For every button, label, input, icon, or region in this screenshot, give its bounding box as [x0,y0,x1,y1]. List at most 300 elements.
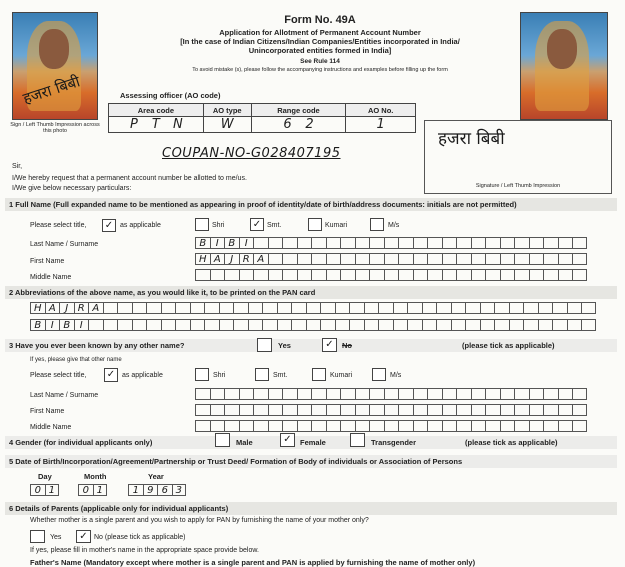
char-cell[interactable] [277,319,292,331]
char-cell[interactable] [509,302,524,314]
char-cell[interactable] [558,420,573,432]
char-cell[interactable] [282,237,297,249]
last-name-field[interactable] [195,237,587,249]
char-cell[interactable] [514,253,529,265]
char-cell[interactable] [146,319,161,331]
char-cell[interactable] [239,404,254,416]
char-cell[interactable]: 1 [128,484,143,496]
char-cell[interactable] [268,404,283,416]
ao-header-range: Range code [251,104,346,117]
char-cell[interactable] [500,253,515,265]
char-cell[interactable] [335,319,350,331]
char-cell[interactable] [456,237,471,249]
char-cell[interactable] [543,404,558,416]
char-cell[interactable] [572,420,587,432]
char-cell[interactable]: 1 [45,484,60,496]
char-cell[interactable] [442,269,457,281]
char-cell[interactable] [224,404,239,416]
char-cell[interactable] [471,237,486,249]
char-cell[interactable] [161,319,176,331]
char-cell[interactable] [384,420,399,432]
char-cell[interactable] [500,404,515,416]
char-cell[interactable] [398,404,413,416]
char-cell[interactable] [175,319,190,331]
char-cell[interactable] [384,269,399,281]
char-cell[interactable]: H [30,302,45,314]
char-cell[interactable] [355,269,370,281]
char-cell[interactable] [117,302,132,314]
gender-transgender-label: Transgender [371,438,417,447]
char-cell[interactable] [471,420,486,432]
char-cell[interactable] [494,302,509,314]
char-cell[interactable] [210,404,225,416]
char-cell[interactable] [248,319,263,331]
char-cell[interactable] [413,253,428,265]
other-name-no-checkbox[interactable]: ✓ [322,338,337,352]
char-cell[interactable] [190,319,205,331]
title-check-box-2[interactable]: ✓ [104,368,118,382]
char-cell[interactable] [558,388,573,400]
signature-caption: Signature / Left Thumb Impression [475,183,561,189]
char-cell[interactable] [393,302,408,314]
char-cell[interactable] [509,319,524,331]
section5-title: 5 Date of Birth/Incorporation/Agreement/Partnership or Trust Deed/ Formation of Body of individuals or Association of Persons [5,455,617,468]
char-cell[interactable]: J [224,253,239,265]
char-cell[interactable]: B [195,237,210,249]
char-cell[interactable] [355,237,370,249]
char-cell[interactable] [195,269,210,281]
char-cell[interactable]: 0 [78,484,93,496]
char-cell[interactable] [442,237,457,249]
dob-day-field[interactable] [30,484,59,496]
title-kumari-label: Kumari [325,222,348,229]
char-cell[interactable] [311,269,326,281]
char-cell[interactable] [340,269,355,281]
title2-smt-checkbox[interactable] [255,368,269,381]
title2-ms-checkbox[interactable] [372,368,386,381]
char-cell[interactable] [190,302,205,314]
char-cell[interactable] [349,302,364,314]
char-cell[interactable] [340,404,355,416]
char-cell[interactable]: B [30,319,45,331]
char-cell[interactable] [224,388,239,400]
char-cell[interactable] [442,388,457,400]
char-cell[interactable] [456,269,471,281]
char-cell[interactable] [427,253,442,265]
char-cell[interactable] [268,269,283,281]
char-cell[interactable] [369,269,384,281]
char-cell[interactable] [451,319,466,331]
char-cell[interactable] [543,420,558,432]
char-cell[interactable] [340,237,355,249]
right-applicant-photo [520,12,608,120]
form-title-line2: [In the case of Indian Citizens/Indian Companies/Entities incorporated in India/ [180,37,460,46]
ao-no-char[interactable]: 1 [376,117,385,132]
char-cell[interactable] [465,302,480,314]
char-cell[interactable] [204,302,219,314]
char-cell[interactable] [393,319,408,331]
char-cell[interactable] [500,420,515,432]
char-cell[interactable]: R [74,302,89,314]
char-cell[interactable] [451,302,466,314]
char-cell[interactable] [349,319,364,331]
char-cell[interactable] [248,302,263,314]
char-cell[interactable] [552,319,567,331]
char-cell[interactable] [369,237,384,249]
char-cell[interactable] [103,319,118,331]
gender-transgender-checkbox[interactable] [350,433,365,447]
char-cell[interactable]: I [210,237,225,249]
char-cell[interactable]: B [59,319,74,331]
char-cell[interactable] [384,253,399,265]
char-cell[interactable] [413,420,428,432]
char-cell[interactable] [543,388,558,400]
char-cell[interactable]: A [45,302,60,314]
other-name-note: (please tick as applicable) [462,341,555,350]
char-cell[interactable] [442,253,457,265]
char-cell[interactable] [456,388,471,400]
char-cell[interactable] [175,302,190,314]
char-cell[interactable] [253,420,268,432]
gender-female-checkbox[interactable]: ✓ [280,433,295,447]
char-cell[interactable] [500,269,515,281]
char-cell[interactable] [422,319,437,331]
char-cell[interactable] [384,388,399,400]
char-cell[interactable] [268,253,283,265]
char-cell[interactable] [320,319,335,331]
char-cell[interactable] [398,253,413,265]
char-cell[interactable] [442,420,457,432]
char-cell[interactable] [103,302,118,314]
title-kumari-checkbox[interactable] [308,218,322,231]
char-cell[interactable] [326,269,341,281]
char-cell[interactable] [369,420,384,432]
char-cell[interactable]: 3 [172,484,187,496]
char-cell[interactable] [398,269,413,281]
char-cell[interactable] [514,269,529,281]
char-cell[interactable] [369,253,384,265]
char-cell[interactable] [471,253,486,265]
title-ms-checkbox[interactable] [370,218,384,231]
single-parent-no-label: No (please tick as applicable) [94,534,186,541]
char-cell[interactable] [427,420,442,432]
char-cell[interactable] [326,253,341,265]
single-parent-yes-label: Yes [50,534,62,541]
char-cell[interactable] [306,302,321,314]
coupon-number: COUPAN-NO-G028407195 [162,146,341,161]
char-cell[interactable] [253,388,268,400]
char-cell[interactable] [239,269,254,281]
char-cell[interactable]: A [253,253,268,265]
char-cell[interactable] [268,388,283,400]
char-cell[interactable] [355,388,370,400]
char-cell[interactable] [485,404,500,416]
title-shri-checkbox[interactable] [195,218,209,231]
char-cell[interactable] [297,253,312,265]
char-cell[interactable] [529,420,544,432]
char-cell[interactable] [378,302,393,314]
char-cell[interactable] [268,237,283,249]
char-cell[interactable] [427,404,442,416]
char-cell[interactable] [485,269,500,281]
char-cell[interactable] [326,420,341,432]
char-cell[interactable] [529,388,544,400]
char-cell[interactable]: H [195,253,210,265]
char-cell[interactable] [427,269,442,281]
char-cell[interactable] [456,420,471,432]
char-cell[interactable] [538,319,553,331]
char-cell[interactable] [407,319,422,331]
area-code-char[interactable]: P [129,117,138,132]
char-cell[interactable] [311,237,326,249]
char-cell[interactable] [355,404,370,416]
char-cell[interactable] [485,420,500,432]
char-cell[interactable]: B [224,237,239,249]
char-cell[interactable] [161,302,176,314]
title2-shri-checkbox[interactable] [195,368,209,381]
char-cell[interactable] [291,319,306,331]
char-cell[interactable] [320,302,335,314]
char-cell[interactable] [326,237,341,249]
char-cell[interactable]: A [88,302,103,314]
char-cell[interactable] [436,319,451,331]
char-cell[interactable] [253,404,268,416]
char-cell[interactable] [471,269,486,281]
single-parent-yes-checkbox[interactable] [30,530,45,543]
char-cell[interactable] [471,388,486,400]
char-cell[interactable] [543,269,558,281]
char-cell[interactable] [204,319,219,331]
char-cell[interactable] [282,420,297,432]
abbreviation-line1[interactable] [30,302,596,314]
area-code-char[interactable]: T [151,117,160,132]
char-cell[interactable] [224,420,239,432]
char-cell[interactable]: I [74,319,89,331]
char-cell[interactable] [581,302,596,314]
char-cell[interactable] [422,302,437,314]
other-last-name-field[interactable] [195,388,587,400]
char-cell[interactable] [364,302,379,314]
single-parent-no-checkbox[interactable]: ✓ [76,530,91,543]
char-cell[interactable] [523,302,538,314]
char-cell[interactable] [581,319,596,331]
title-smt-checkbox[interactable]: ✓ [250,218,264,231]
char-cell[interactable] [239,388,254,400]
char-cell[interactable] [282,269,297,281]
char-cell[interactable]: R [239,253,254,265]
char-cell[interactable] [233,319,248,331]
dob-month-field[interactable] [78,484,107,496]
char-cell[interactable] [480,302,495,314]
char-cell[interactable] [543,237,558,249]
char-cell[interactable] [335,302,350,314]
char-cell[interactable] [253,237,268,249]
section6-title: 6 Details of Parents (applicable only for individual applicants) [5,502,617,515]
char-cell[interactable] [88,319,103,331]
middle-name-field[interactable] [195,269,587,281]
char-cell[interactable] [538,302,553,314]
char-cell[interactable] [311,420,326,432]
char-cell[interactable]: I [239,237,254,249]
char-cell[interactable] [413,404,428,416]
char-cell[interactable] [384,404,399,416]
char-cell[interactable] [572,237,587,249]
char-cell[interactable] [398,420,413,432]
abbreviation-line2[interactable] [30,319,596,331]
char-cell[interactable] [514,388,529,400]
char-cell[interactable] [355,253,370,265]
char-cell[interactable] [456,253,471,265]
title-check-box[interactable]: ✓ [102,219,116,232]
char-cell[interactable] [427,388,442,400]
title2-kumari-checkbox[interactable] [312,368,326,381]
char-cell[interactable] [523,319,538,331]
char-cell[interactable] [297,420,312,432]
char-cell[interactable] [398,388,413,400]
char-cell[interactable] [456,404,471,416]
char-cell[interactable] [500,388,515,400]
char-cell[interactable] [311,388,326,400]
char-cell[interactable]: 1 [93,484,108,496]
char-cell[interactable] [485,388,500,400]
char-cell[interactable] [529,237,544,249]
char-cell[interactable] [291,302,306,314]
char-cell[interactable] [282,253,297,265]
char-cell[interactable] [485,253,500,265]
char-cell[interactable] [277,302,292,314]
char-cell[interactable] [436,302,451,314]
char-cell[interactable] [572,269,587,281]
char-cell[interactable] [210,269,225,281]
char-cell[interactable] [378,319,393,331]
char-cell[interactable] [195,388,210,400]
char-cell[interactable]: J [59,302,74,314]
char-cell[interactable] [543,253,558,265]
char-cell[interactable] [326,388,341,400]
char-cell[interactable]: I [45,319,60,331]
char-cell[interactable] [480,319,495,331]
char-cell[interactable] [413,237,428,249]
char-cell[interactable] [558,404,573,416]
char-cell[interactable] [558,269,573,281]
char-cell[interactable] [340,388,355,400]
char-cell[interactable] [572,253,587,265]
char-cell[interactable] [398,237,413,249]
char-cell[interactable] [465,319,480,331]
char-cell[interactable] [567,319,582,331]
char-cell[interactable] [311,404,326,416]
title-smt-label: Smt. [267,222,282,229]
char-cell[interactable] [195,404,210,416]
char-cell[interactable]: 0 [30,484,45,496]
char-cell[interactable] [268,420,283,432]
char-cell[interactable] [514,404,529,416]
char-cell[interactable]: 9 [143,484,158,496]
as-applicable-label: as applicable [120,222,161,229]
gender-male-checkbox[interactable] [215,433,230,447]
char-cell[interactable] [297,237,312,249]
char-cell[interactable] [558,253,573,265]
dob-year-field[interactable] [128,484,186,496]
char-cell[interactable] [297,269,312,281]
char-cell[interactable] [413,269,428,281]
char-cell[interactable] [195,420,210,432]
char-cell[interactable] [384,237,399,249]
char-cell[interactable] [494,319,509,331]
char-cell[interactable] [253,269,268,281]
char-cell[interactable] [219,319,234,331]
char-cell[interactable] [146,302,161,314]
char-cell[interactable] [262,319,277,331]
char-cell[interactable] [572,404,587,416]
char-cell[interactable] [355,420,370,432]
char-cell[interactable] [340,420,355,432]
char-cell[interactable] [407,302,422,314]
form-title-line1: Application for Allotment of Permanent Account Number [219,28,421,37]
char-cell[interactable] [558,237,573,249]
ao-type-char[interactable]: W [220,117,234,132]
char-cell[interactable] [224,269,239,281]
char-cell[interactable] [427,237,442,249]
char-cell[interactable] [306,319,321,331]
char-cell[interactable]: 6 [157,484,172,496]
char-cell[interactable] [282,388,297,400]
char-cell[interactable] [529,269,544,281]
char-cell[interactable] [413,388,428,400]
char-cell[interactable] [262,302,277,314]
char-cell[interactable]: A [210,253,225,265]
char-cell[interactable] [552,302,567,314]
char-cell[interactable] [239,420,254,432]
char-cell[interactable] [567,302,582,314]
range-code-char[interactable]: 2 [305,117,314,132]
char-cell[interactable] [572,388,587,400]
char-cell[interactable] [311,253,326,265]
char-cell[interactable] [340,253,355,265]
char-cell[interactable] [364,319,379,331]
char-cell[interactable] [219,302,234,314]
char-cell[interactable] [233,302,248,314]
char-cell[interactable] [529,404,544,416]
char-cell[interactable] [282,404,297,416]
char-cell[interactable] [132,302,147,314]
char-cell[interactable] [471,404,486,416]
ao-header-area: Area code [109,104,204,117]
char-cell[interactable] [326,404,341,416]
char-cell[interactable] [529,253,544,265]
other-middle-name-field[interactable] [195,420,587,432]
first-name-field[interactable] [195,253,587,265]
char-cell[interactable] [210,388,225,400]
area-code-char[interactable]: N [173,117,183,132]
char-cell[interactable] [500,237,515,249]
char-cell[interactable] [442,404,457,416]
char-cell[interactable] [210,420,225,432]
other-name-yes-checkbox[interactable] [257,338,272,352]
signature: हजरा बिबी [438,129,505,149]
char-cell[interactable] [132,319,147,331]
char-cell[interactable] [514,237,529,249]
char-cell[interactable] [485,237,500,249]
char-cell[interactable] [514,420,529,432]
char-cell[interactable] [297,388,312,400]
range-code-char[interactable]: 6 [283,117,292,132]
other-first-name-field[interactable] [195,404,587,416]
char-cell[interactable] [369,388,384,400]
char-cell[interactable] [297,404,312,416]
char-cell[interactable] [117,319,132,331]
char-cell[interactable] [369,404,384,416]
